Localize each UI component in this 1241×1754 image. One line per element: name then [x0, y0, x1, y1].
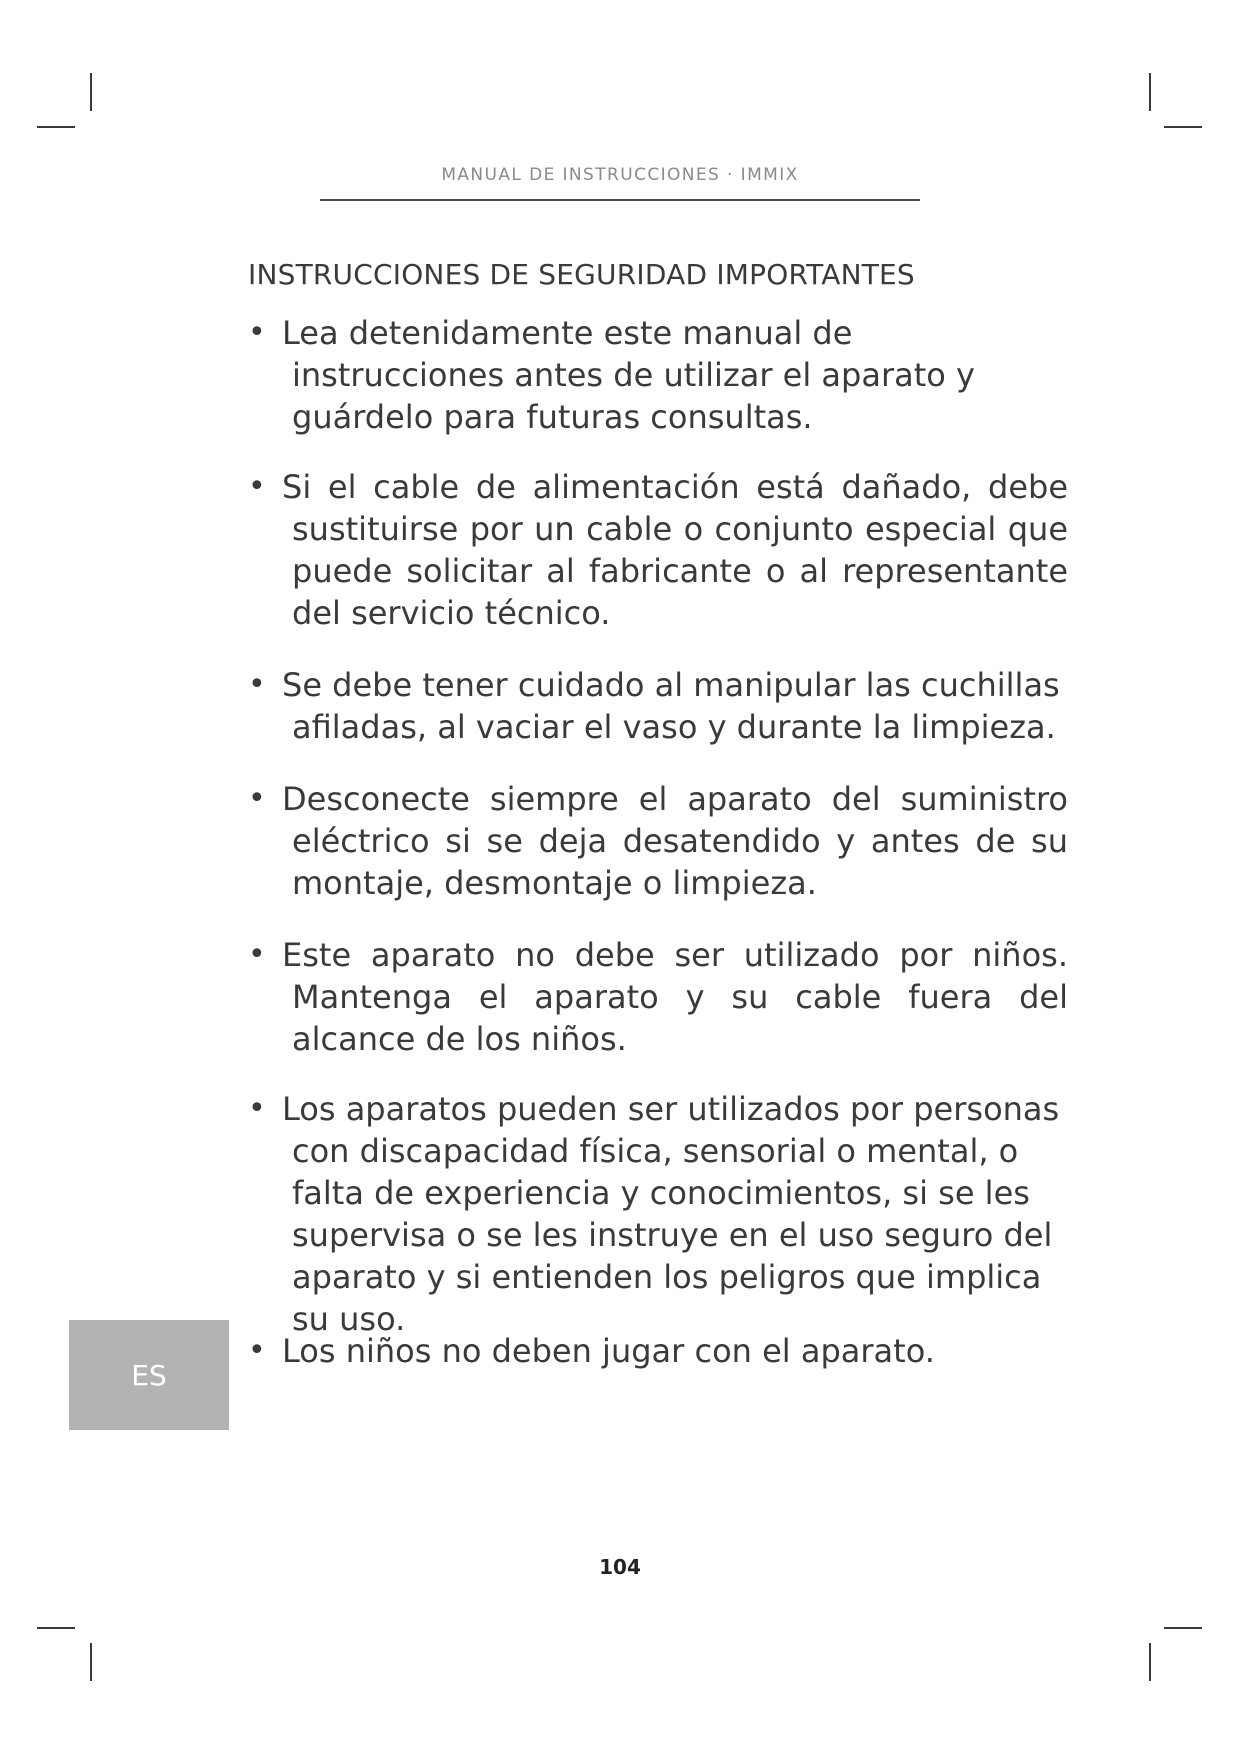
crop-mark-top-left-horizontal	[37, 126, 75, 128]
list-item-text: Este aparato no debe ser utilizado por niños. Mantenga el aparato y su cable fuera del alcance de los niños.	[282, 936, 1068, 1058]
list-item	[248, 934, 1068, 1060]
bullet-icon: •	[248, 781, 266, 816]
page-number: 104	[599, 1555, 641, 1579]
bullet-icon: •	[248, 667, 266, 702]
crop-mark-bottom-left-horizontal	[37, 1627, 75, 1629]
list-item	[248, 312, 1068, 438]
bullet-icon: •	[248, 469, 266, 504]
list-item	[248, 664, 1068, 748]
header-divider	[320, 199, 920, 201]
crop-mark-top-right-vertical	[1149, 73, 1151, 111]
crop-mark-top-left-vertical	[90, 73, 92, 111]
list-item-text: Los aparatos pueden ser utilizados por personas con discapacidad física, sensorial o mental, o falta de experiencia y conocimientos, si se les supervisa o se les instruye en el uso seguro del aparato y si entienden los peligros que implica su uso.	[282, 1090, 1060, 1338]
running-header: MANUAL DE INSTRUCCIONES · IMMIX	[441, 165, 799, 185]
crop-mark-top-right-horizontal	[1164, 126, 1202, 128]
bullet-icon: •	[248, 937, 266, 972]
list-item-text: Los niños no deben jugar con el aparato.	[282, 1332, 935, 1370]
bullet-icon: •	[248, 315, 266, 350]
crop-mark-bottom-right-vertical	[1149, 1643, 1151, 1681]
bullet-icon: •	[248, 1333, 266, 1368]
crop-mark-bottom-right-horizontal	[1164, 1627, 1202, 1629]
bullet-icon: •	[248, 1091, 266, 1126]
language-tab	[69, 1320, 229, 1430]
section-title: INSTRUCCIONES DE SEGURIDAD IMPORTANTES	[248, 258, 915, 291]
crop-mark-bottom-left-vertical	[90, 1643, 92, 1681]
list-item-text: Desconecte siempre el aparato del suministro eléctrico si se deja desatendido y antes de su montaje, desmontaje o limpieza.	[282, 780, 1068, 902]
list-item	[248, 778, 1068, 904]
list-item	[248, 1088, 1068, 1340]
list-item-text: Se debe tener cuidado al manipular las cuchillas afiladas, al vaciar el vaso y durante la limpieza.	[282, 666, 1060, 746]
list-item	[248, 466, 1068, 634]
list-item-text: Lea detenidamente este manual de instrucciones antes de utilizar el aparato y guárdelo para futuras consultas.	[282, 314, 975, 436]
language-tab-label: ES	[131, 1358, 167, 1392]
list-item-text: Si el cable de alimentación está dañado, debe sustituirse por un cable o conjunto especial que puede solicitar al fabricante o al representante del servicio técnico.	[282, 468, 1068, 632]
list-item	[248, 1330, 1068, 1372]
